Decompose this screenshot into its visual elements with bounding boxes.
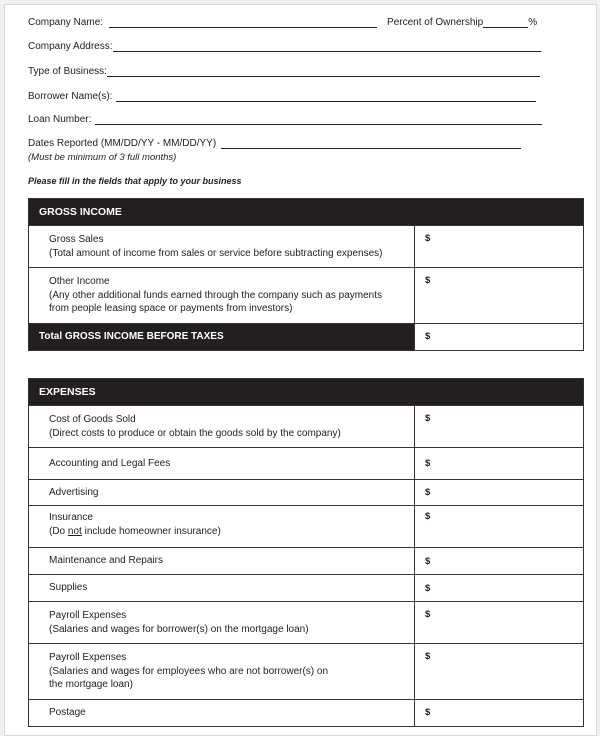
amount-field[interactable]: $ bbox=[415, 480, 584, 506]
row-desc: (Any other additional funds earned through the company such as payments from people leasing space or payments from investors) bbox=[49, 289, 382, 314]
borrower-names-label: Borrower Name(s): bbox=[28, 91, 113, 102]
table-row bbox=[29, 602, 584, 644]
company-name-line[interactable] bbox=[109, 18, 377, 28]
type-of-business-label: Type of Business: bbox=[28, 66, 107, 77]
type-of-business-line[interactable] bbox=[107, 67, 540, 77]
row-title: Supplies bbox=[49, 582, 88, 594]
row-desc: (Direct costs to produce or obtain the goods sold by the company) bbox=[49, 427, 341, 439]
dates-reported-label: Dates Reported (MM/DD/YY - MM/DD/YY) bbox=[28, 138, 217, 149]
table-row bbox=[29, 548, 584, 575]
percent-ownership-line[interactable] bbox=[483, 18, 528, 28]
borrower-names-line[interactable] bbox=[116, 92, 536, 102]
row-desc: (Do not include homeowner insurance) bbox=[49, 525, 221, 537]
row-desc: (Salaries and wages for employees who are not borrower(s) on the mortgage loan) bbox=[49, 665, 329, 690]
percent-ownership-label: Percent of Ownership bbox=[387, 17, 484, 28]
row-title: Other Income bbox=[49, 276, 110, 287]
row-title: Payroll Expenses bbox=[49, 610, 127, 621]
dates-reported-field[interactable] bbox=[28, 138, 521, 149]
table-row bbox=[29, 268, 584, 324]
dates-reported-line[interactable] bbox=[221, 139, 521, 149]
total-amount-field[interactable]: $ bbox=[415, 323, 584, 350]
company-name-field[interactable] bbox=[28, 17, 537, 28]
loan-number-label: Loan Number: bbox=[28, 114, 92, 125]
table-row bbox=[29, 644, 584, 700]
row-title: Maintenance and Repairs bbox=[49, 555, 163, 567]
instruction-text: Please fill in the fields that apply to your business bbox=[28, 176, 242, 186]
expenses-table bbox=[28, 378, 584, 727]
company-address-line[interactable] bbox=[113, 42, 541, 52]
dates-note: (Must be minimum of 3 full months) bbox=[28, 152, 177, 163]
amount-field[interactable]: $ bbox=[415, 602, 584, 644]
amount-field[interactable]: $ bbox=[415, 548, 584, 575]
table-row bbox=[29, 448, 584, 480]
table-row bbox=[29, 226, 584, 268]
company-address-field[interactable] bbox=[28, 41, 541, 52]
loan-number-field[interactable] bbox=[28, 114, 542, 125]
amount-field[interactable]: $ bbox=[415, 575, 584, 602]
borrower-names-field[interactable] bbox=[28, 91, 536, 102]
row-title: Insurance bbox=[49, 512, 93, 523]
row-title: Postage bbox=[49, 706, 86, 718]
percent-sign: % bbox=[528, 17, 538, 28]
amount-field[interactable]: $ bbox=[415, 644, 584, 700]
amount-field[interactable]: $ bbox=[415, 699, 584, 726]
table-row bbox=[29, 406, 584, 448]
company-address-label: Company Address: bbox=[28, 41, 113, 52]
gross-income-table bbox=[28, 198, 584, 351]
row-title: Advertising bbox=[49, 486, 99, 498]
type-of-business-field[interactable] bbox=[28, 66, 540, 77]
amount-field[interactable]: $ bbox=[415, 406, 584, 448]
row-title: Cost of Goods Sold bbox=[49, 414, 136, 425]
form-page bbox=[4, 4, 597, 736]
expenses-header: EXPENSES bbox=[29, 379, 584, 406]
row-title: Gross Sales bbox=[49, 234, 104, 245]
table-row bbox=[29, 480, 584, 506]
row-desc: (Total amount of income from sales or service before subtracting expenses) bbox=[49, 247, 383, 259]
amount-field[interactable]: $ bbox=[415, 268, 584, 324]
row-title: Accounting and Legal Fees bbox=[49, 457, 171, 469]
row-title: Payroll Expenses bbox=[49, 652, 127, 663]
amount-field[interactable]: $ bbox=[415, 448, 584, 480]
total-label: Total GROSS INCOME BEFORE TAXES bbox=[29, 323, 415, 350]
company-name-label: Company Name: bbox=[28, 17, 104, 28]
amount-field[interactable]: $ bbox=[415, 226, 584, 268]
table-row bbox=[29, 699, 584, 726]
total-row bbox=[29, 323, 584, 350]
table-row bbox=[29, 575, 584, 602]
row-desc: (Salaries and wages for borrower(s) on the mortgage loan) bbox=[49, 623, 309, 635]
gross-income-header: GROSS INCOME bbox=[29, 199, 584, 226]
loan-number-line[interactable] bbox=[95, 115, 542, 125]
table-row bbox=[29, 506, 584, 548]
amount-field[interactable]: $ bbox=[415, 506, 584, 548]
